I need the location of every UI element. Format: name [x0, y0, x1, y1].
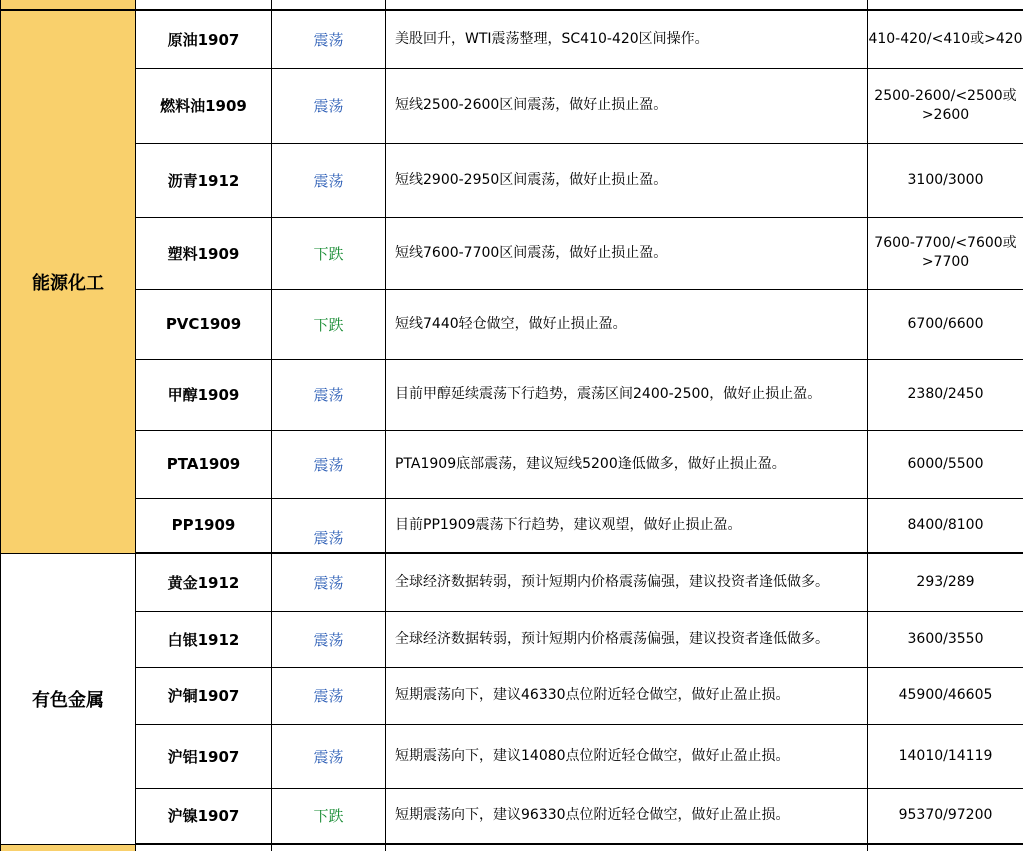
contract-name: PTA1909 [136, 430, 272, 498]
trend-label: 下跌 [272, 788, 386, 844]
trend-label: 下跌 [272, 217, 386, 289]
category-cell-metals: 有色金属 [1, 553, 136, 844]
advice-text: 全球经济数据转弱，预计短期内价格震荡偏强，建议投资者逢低做多。 [386, 611, 868, 667]
advice-text: 全球经济数据转弱，预计短期内价格震荡偏强，建议投资者逢低做多。 [386, 553, 868, 611]
table-row [1, 359, 1023, 430]
table-row [1, 430, 1023, 498]
table-row [1, 217, 1023, 289]
trend-label: 震荡 [272, 724, 386, 788]
previous-rows-strip [1, 0, 1023, 10]
next-rows-strip [1, 844, 1023, 851]
price-level: 293/289 [868, 553, 1023, 611]
price-level: 2380/2450 [868, 359, 1023, 430]
price-level: 6000/5500 [868, 430, 1023, 498]
contract-name: PVC1909 [136, 289, 272, 359]
table-row [1, 788, 1023, 844]
trend-label: 震荡 [272, 667, 386, 724]
advice-text: 美股回升，WTI震荡整理，SC410-420区间操作。 [386, 10, 868, 68]
contract-name: 塑料1909 [136, 217, 272, 289]
table-row [1, 289, 1023, 359]
price-level: 7600-7700/<7600或>7700 [868, 217, 1023, 289]
advice-text: 短期震荡向下，建议46330点位附近轻仓做空，做好止盈止损。 [386, 667, 868, 724]
trend-label: 震荡 [272, 359, 386, 430]
trend-label: 震荡 [272, 143, 386, 217]
price-level: 14010/14119 [868, 724, 1023, 788]
table-row [1, 611, 1023, 667]
advice-text: 短线2900-2950区间震荡，做好止损止盈。 [386, 143, 868, 217]
trend-label: 震荡 [272, 611, 386, 667]
contract-name: PP1909 [136, 498, 272, 553]
contract-name: 沥青1912 [136, 143, 272, 217]
contract-name: 沪镍1907 [136, 788, 272, 844]
contract-name: 原油1907 [136, 10, 272, 68]
advice-text: 短期震荡向下，建议96330点位附近轻仓做空，做好止盈止损。 [386, 788, 868, 844]
table-row [1, 498, 1023, 553]
contract-name: 甲醇1909 [136, 359, 272, 430]
table-row [1, 724, 1023, 788]
contract-name: 白银1912 [136, 611, 272, 667]
advice-text: 目前甲醇延续震荡下行趋势，震荡区间2400-2500，做好止损止盈。 [386, 359, 868, 430]
table-row [1, 10, 1023, 68]
trend-label: 震荡 [272, 68, 386, 143]
price-level: 410-420/<410或>420 [868, 10, 1023, 68]
contract-name: 燃料油1909 [136, 68, 272, 143]
advice-text: PTA1909底部震荡，建议短线5200逢低做多，做好止损止盈。 [386, 430, 868, 498]
price-level: 2500-2600/<2500或>2600 [868, 68, 1023, 143]
advice-text: 短期震荡向下，建议14080点位附近轻仓做空，做好止盈止损。 [386, 724, 868, 788]
price-level: 95370/97200 [868, 788, 1023, 844]
advice-text: 短线7440轻仓做空，做好止损止盈。 [386, 289, 868, 359]
trend-label: 震荡 [272, 430, 386, 498]
trend-label: 震荡 [272, 498, 386, 553]
price-level: 45900/46605 [868, 667, 1023, 724]
table-row [1, 68, 1023, 143]
advice-text: 目前PP1909震荡下行趋势，建议观望，做好止损止盈。 [386, 498, 868, 553]
advice-text: 短线2500-2600区间震荡，做好止损止盈。 [386, 68, 868, 143]
table-row [1, 553, 1023, 611]
price-level: 8400/8100 [868, 498, 1023, 553]
contract-name: 黄金1912 [136, 553, 272, 611]
price-level: 3100/3000 [868, 143, 1023, 217]
table-row [1, 143, 1023, 217]
table-row [1, 667, 1023, 724]
trend-label: 震荡 [272, 553, 386, 611]
contract-name: 沪铜1907 [136, 667, 272, 724]
trend-label: 震荡 [272, 10, 386, 68]
trend-label: 下跌 [272, 289, 386, 359]
category-cell-energy: 能源化工 [1, 10, 136, 553]
price-level: 3600/3550 [868, 611, 1023, 667]
price-level: 6700/6600 [868, 289, 1023, 359]
advice-text: 短线7600-7700区间震荡，做好止损止盈。 [386, 217, 868, 289]
contract-name: 沪铝1907 [136, 724, 272, 788]
